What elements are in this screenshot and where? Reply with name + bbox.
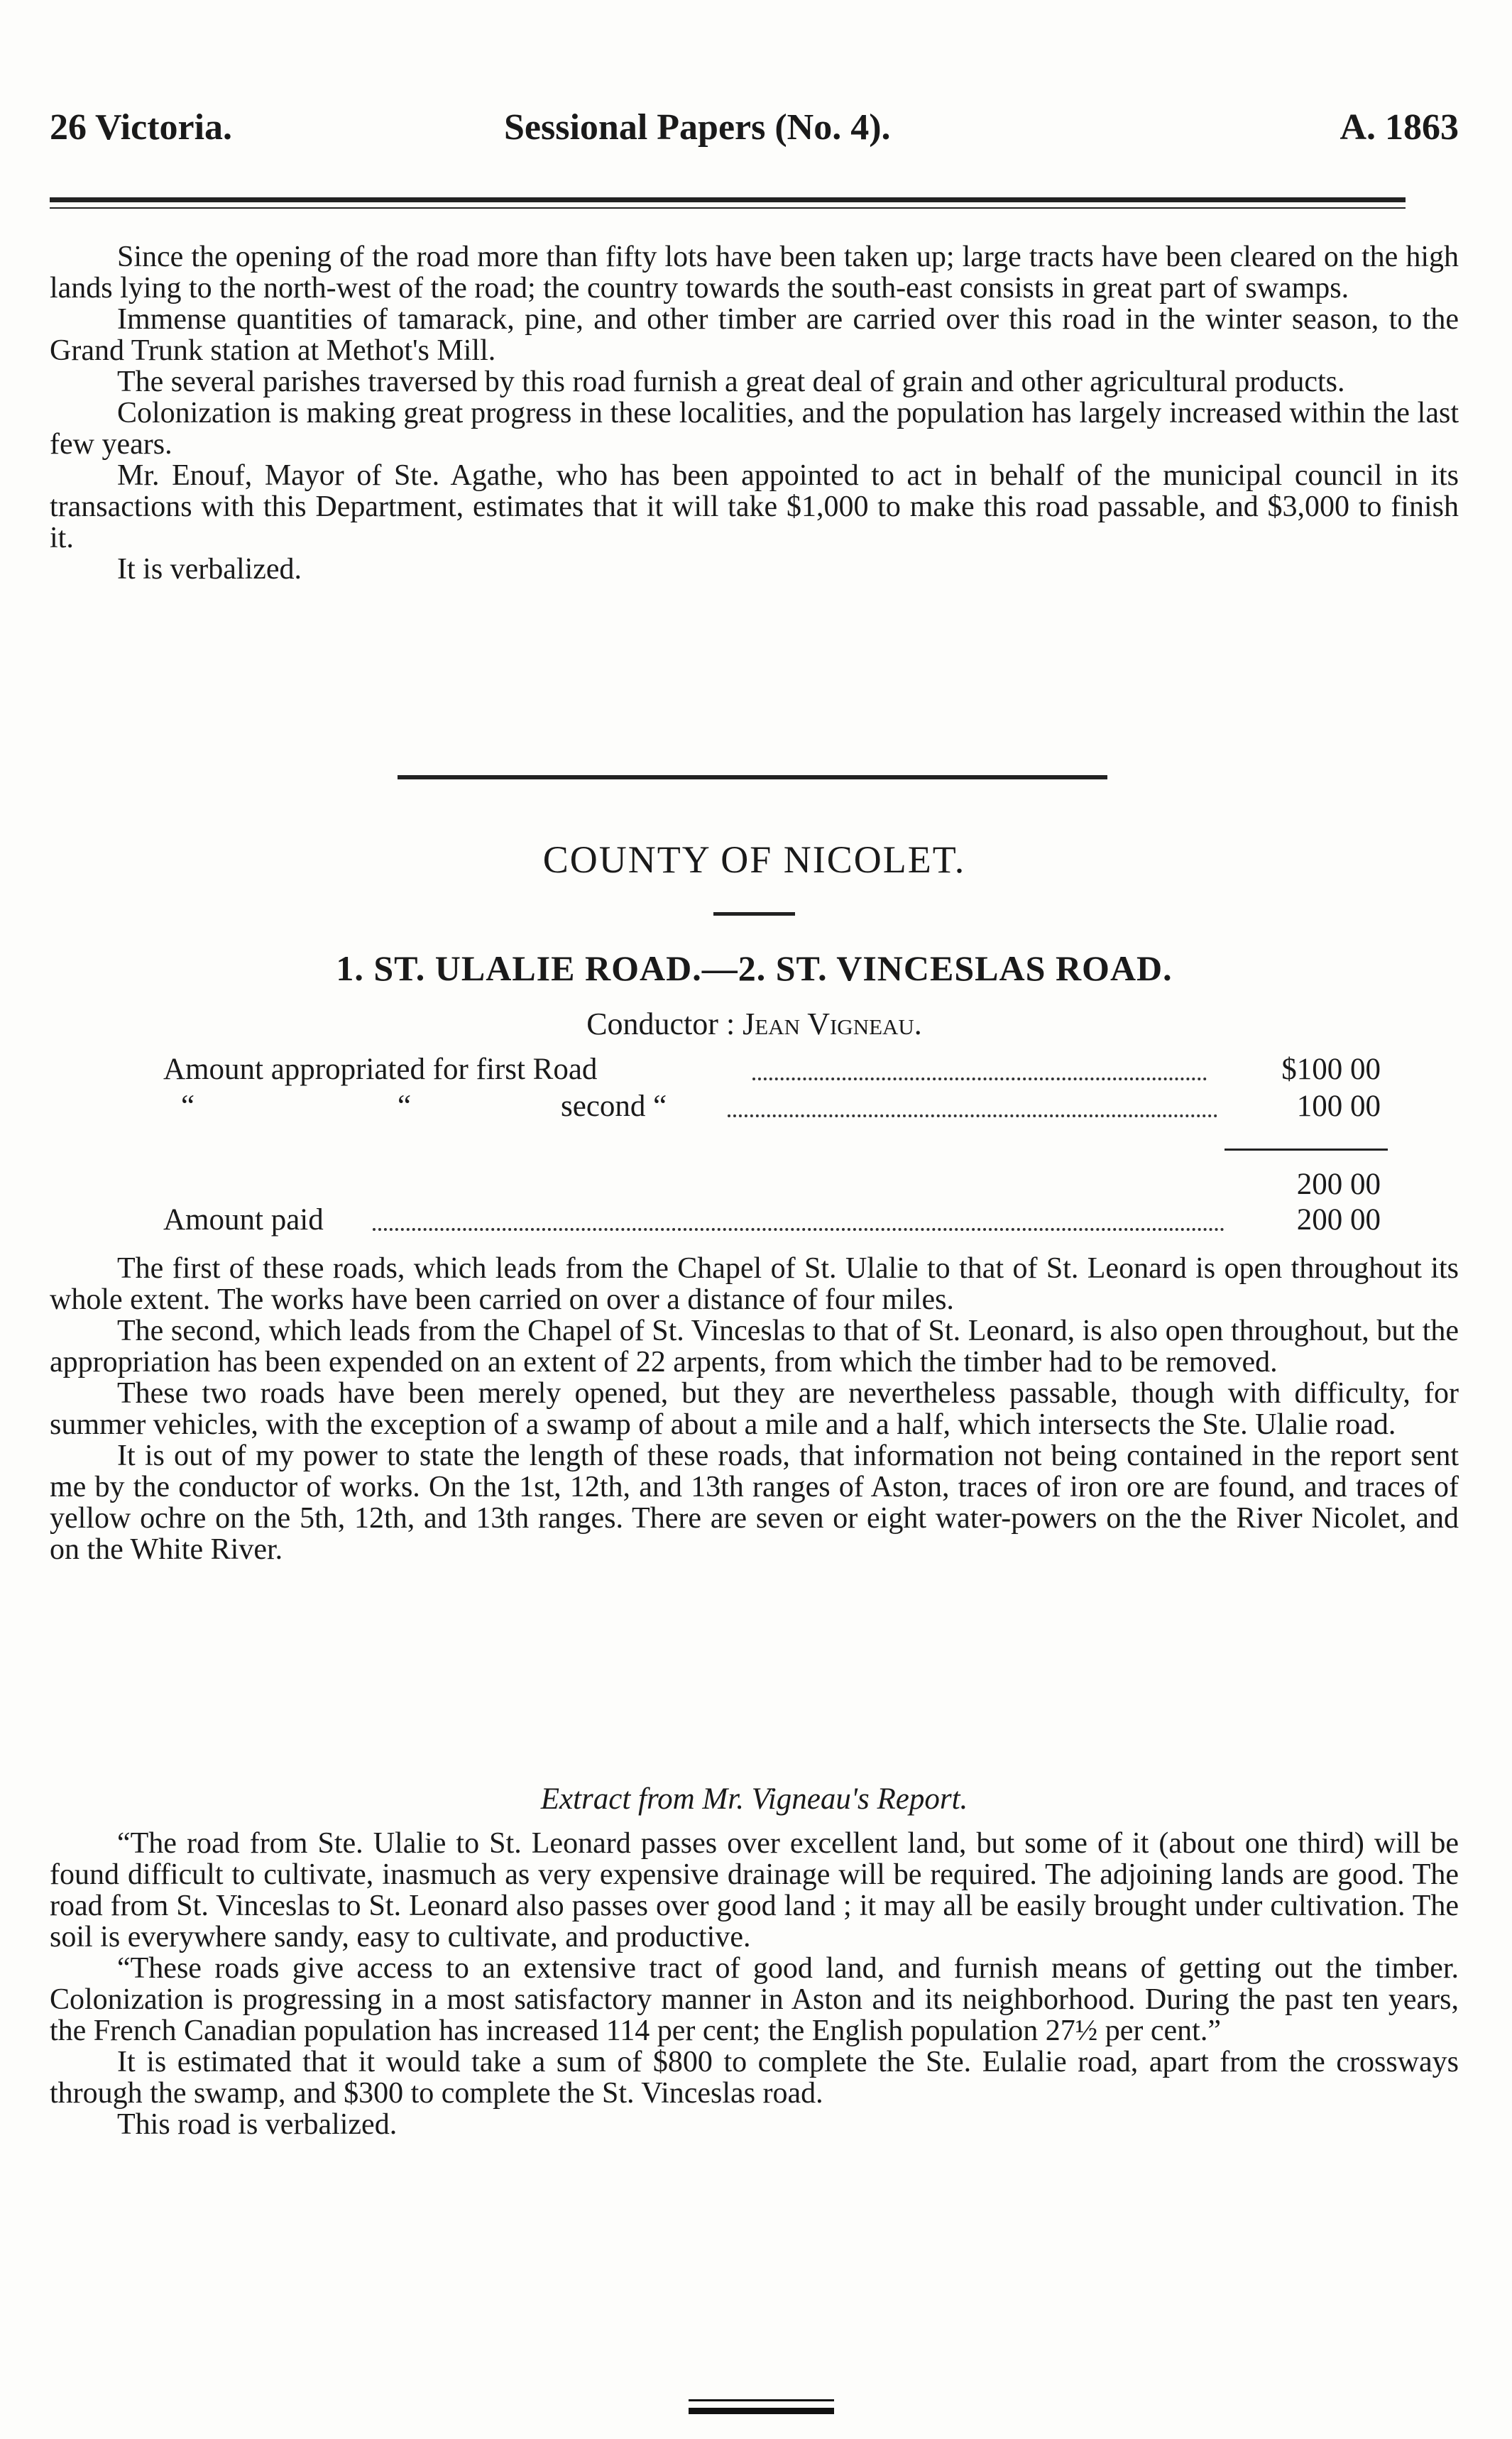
paragraph: The first of these roads, which leads from the Chapel of St. Ulalie to that of St. Leonard is open throughout its whole extent. The works have been carried on over a distance of four miles. xyxy=(50,1252,1459,1316)
ledger-row-total xyxy=(50,1167,1459,1201)
header-year: A. 1863 xyxy=(1340,107,1459,148)
paragraph: The several parishes traversed by this road furnish a great deal of grain and other agricultural products. xyxy=(117,366,1345,398)
end-mark-thick xyxy=(689,2408,834,2414)
road-heading: 1. ST. ULALIE ROAD.—2. ST. VINCESLAS ROAD. xyxy=(336,948,1173,988)
section-divider xyxy=(398,775,1107,779)
header-volume: 26 Victoria. xyxy=(50,107,233,148)
ledger-amount: 200 00 xyxy=(1296,1203,1381,1237)
ledger-label: Amount paid xyxy=(163,1203,324,1237)
ledger-row-first-road xyxy=(50,1052,1459,1086)
ledger-row-second-road xyxy=(50,1089,1459,1123)
extract-text xyxy=(50,1828,1459,2140)
ditto-mark: “ xyxy=(398,1090,412,1123)
ledger-row-paid xyxy=(50,1202,1459,1237)
report-text xyxy=(50,1253,1459,1565)
conductor-line xyxy=(50,1006,1459,1042)
conductor-label: Conductor : xyxy=(586,1007,735,1041)
paragraph: This road is verbalized. xyxy=(117,2108,398,2141)
paragraph: Since the opening of the road more than fifty lots have been taken up; large tracts have been cleared on the high lands lying to the north-west of the road; the country towards the south-east consists in great part of swamps. xyxy=(50,241,1459,305)
ledger-label: second “ xyxy=(561,1090,667,1123)
paragraph: Immense quantities of tamarack, pine, and other timber are carried over this road in the winter season, to the Grand Trunk station at Methot's Mill. xyxy=(50,303,1459,367)
leader-dots xyxy=(752,1078,1207,1080)
paragraph: Mr. Enouf, Mayor of Ste. Agathe, who has been appointed to act in behalf of the municipal council in its transactions with this Department, estimates that it will take $1,000 to make this road passable, and $3,000 to finish it. xyxy=(50,459,1459,554)
paragraph: It is estimated that it would take a sum of $800 to complete the Ste. Eulalie road, apart from the crossways through the swamp, and $300 to complete the St. Vinceslas road. xyxy=(50,2046,1459,2110)
ditto-mark: “ xyxy=(181,1090,195,1123)
leader-dots xyxy=(728,1114,1217,1117)
end-mark-thin xyxy=(689,2399,834,2401)
ledger-amount: 100 00 xyxy=(1296,1090,1381,1123)
running-header xyxy=(50,106,1459,156)
conductor-name: Jean Vigneau. xyxy=(743,1007,922,1041)
paragraph: It is verbalized. xyxy=(117,553,302,586)
county-heading: COUNTY OF NICOLET. xyxy=(542,838,966,881)
header-rule-thin xyxy=(50,207,1406,209)
header-rule-thick xyxy=(50,197,1406,202)
document-page xyxy=(50,0,1459,2439)
paragraph: “The road from Ste. Ulalie to St. Leonard passes over excellent land, but some of it (about one third) will be found difficult to cultivate, inasmuch as very expensive drainage will be required. The adjoining lands are good. The road from St. Vinceslas to St. Leonard also passes over good land ; it may all be easily brought under cultivation. The soil is everywhere sandy, easy to cultivate, and productive. xyxy=(50,1827,1459,1953)
paragraph: “These roads give access to an extensive tract of good land, and furnish means of getting out the timber. Colonization is progressing in a most satisfactory manner in Aston and its neighborhood. During the past ten years, the French Canadian population has increased 114 per cent; the English population 27½ per cent.” xyxy=(50,1952,1459,2047)
short-divider xyxy=(713,912,795,916)
paragraph: These two roads have been merely opened, but they are nevertheless passable, though with difficulty, for summer vehicles, with the exception of a swamp of about a mile and a half, which intersects the Ste. Ulalie road. xyxy=(50,1377,1459,1441)
ledger-total: 200 00 xyxy=(1296,1168,1381,1201)
leader-dots xyxy=(373,1228,1225,1231)
header-title: Sessional Papers (No. 4). xyxy=(504,107,891,148)
ledger-amount: $100 00 xyxy=(1281,1053,1381,1086)
extract-heading: Extract from Mr. Vigneau's Report. xyxy=(540,1782,968,1816)
paragraph: It is out of my power to state the length of these roads, that information not being contained in the report sent me by the conductor of works. On the 1st, 12th, and 13th ranges of Aston, traces of iron ore are found, and traces of yellow ochre on the 5th, 12th, and 13th ranges. There are seven or eight water-powers on the the River Nicolet, and on the White River. xyxy=(50,1440,1459,1566)
ledger-label: Amount appropriated for first Road xyxy=(163,1053,598,1086)
sum-rule xyxy=(1225,1149,1388,1151)
intro-text xyxy=(50,241,1459,585)
paragraph: The second, which leads from the Chapel of St. Vinceslas to that of St. Leonard, is also open throughout, but the appropriation has been expended on an extent of 22 arpents, from which the timber had to be removed. xyxy=(50,1315,1459,1379)
paragraph: Colonization is making great progress in these localities, and the population has largely increased within the last few years. xyxy=(50,397,1459,461)
